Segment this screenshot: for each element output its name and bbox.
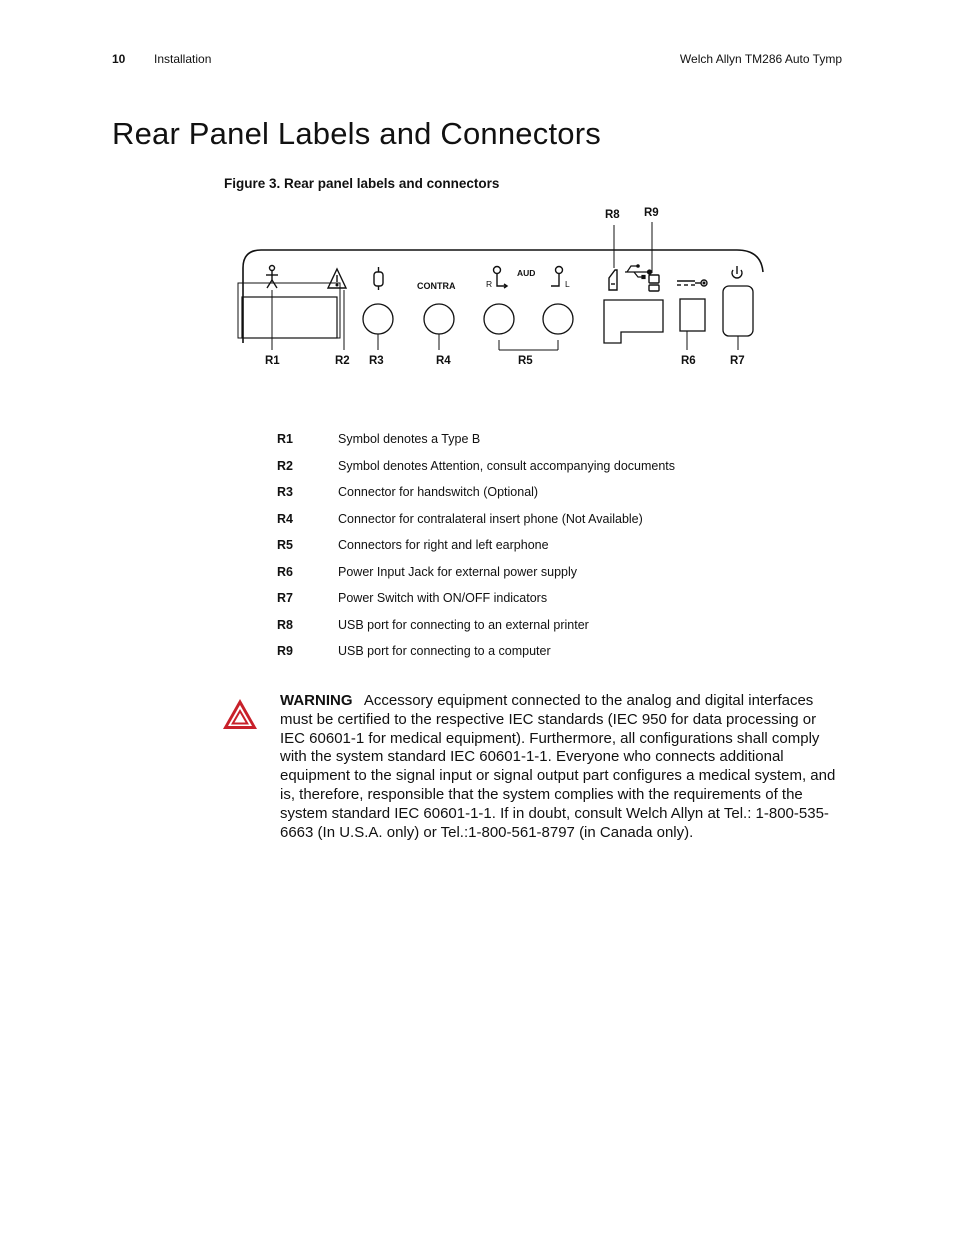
page-header bbox=[112, 52, 842, 70]
callout-r8: R8 bbox=[605, 209, 620, 221]
legend-row bbox=[277, 512, 837, 539]
power-switch bbox=[723, 286, 753, 336]
legend-row bbox=[277, 538, 837, 565]
legend-description: Connectors for right and left earphone bbox=[338, 538, 549, 552]
legend-row bbox=[277, 618, 837, 645]
left-panel-label: L bbox=[565, 279, 570, 289]
legend-description: Symbol denotes Attention, consult accompanying documents bbox=[338, 458, 676, 473]
legend-description: Connector for contralateral insert phone (Not Available) bbox=[338, 511, 643, 526]
legend-row bbox=[277, 644, 837, 671]
legend-code: R6 bbox=[277, 564, 293, 579]
type-b-person-icon bbox=[266, 266, 278, 289]
legend-row bbox=[277, 565, 837, 592]
aud-panel-label: AUD bbox=[517, 268, 536, 278]
attention-triangle-icon bbox=[328, 269, 346, 288]
legend-code: R2 bbox=[277, 458, 293, 473]
document-title: Welch Allyn TM286 Auto Tymp bbox=[679, 52, 842, 66]
legend-description: Symbol denotes a Type B bbox=[338, 432, 481, 446]
left-earphone-icon bbox=[551, 267, 563, 287]
legend-code: R3 bbox=[277, 485, 293, 499]
legend-row bbox=[277, 591, 837, 618]
connector-legend bbox=[277, 432, 837, 671]
power-symbol-icon bbox=[732, 266, 742, 278]
left-earphone-connector bbox=[543, 304, 573, 334]
contra-connector bbox=[424, 304, 454, 334]
right-panel-label: R bbox=[486, 279, 493, 289]
right-earphone-connector bbox=[484, 304, 514, 334]
callout-r6: R6 bbox=[681, 355, 696, 367]
legend-code: R8 bbox=[277, 617, 293, 632]
legend-code: R5 bbox=[277, 538, 293, 552]
callout-r5: R5 bbox=[518, 355, 533, 367]
handswitch-connector bbox=[363, 304, 393, 334]
legend-code: R1 bbox=[277, 432, 293, 446]
legend-row bbox=[277, 459, 837, 486]
legend-description: USB port for connecting to a computer bbox=[338, 644, 551, 658]
label-window bbox=[242, 297, 337, 338]
label-area bbox=[238, 283, 340, 338]
page-number: 10 bbox=[112, 52, 126, 66]
callout-r2: R2 bbox=[335, 355, 350, 367]
legend-description: USB port for connecting to an external printer bbox=[338, 617, 589, 632]
legend-description: Connector for handswitch (Optional) bbox=[338, 485, 539, 499]
dc-power-icon bbox=[677, 280, 707, 286]
legend-description: Power Switch with ON/OFF indicators bbox=[338, 591, 548, 605]
warning-notice bbox=[280, 692, 842, 842]
callout-r1: R1 bbox=[265, 355, 280, 367]
section-name: Installation bbox=[154, 52, 212, 66]
printer-icon bbox=[609, 270, 617, 290]
legend-code: R4 bbox=[277, 511, 293, 526]
legend-row bbox=[277, 432, 837, 459]
legend-code: R7 bbox=[277, 591, 293, 605]
legend-row bbox=[277, 485, 837, 512]
legend-description: Power Input Jack for external power supply bbox=[338, 564, 578, 579]
warning-text: Accessory equipment connected to the analog and digital interfaces must be certified to the respective IEC standards (IEC 950 for data processing or IEC 60601-1 for medical equipment). Furthermore, all configurations shall comply with the system standard IEC 60601-1-1. Everyone who connects additional equipment to the signal input or signal output part configures a medical system, and is, therefore, responsible that the system complies with the requirements of the system standard IEC 60601-1-1. If in doubt, consult Welch Allyn at Tel.: 1-800-535-6663 (In U.S.A. only) or Tel.:1-800-561-8797 (in Canada only). bbox=[280, 692, 836, 841]
warning-triangle-icon bbox=[222, 698, 258, 730]
callout-r3: R3 bbox=[369, 355, 384, 367]
right-earphone-icon bbox=[494, 267, 508, 289]
callout-r7: R7 bbox=[730, 355, 745, 367]
callout-r4: R4 bbox=[436, 355, 451, 367]
power-input-jack bbox=[680, 299, 705, 331]
figure-caption: Figure 3. Rear panel labels and connectors bbox=[224, 176, 500, 191]
usb-port bbox=[604, 300, 663, 343]
rear-panel-figure bbox=[225, 200, 770, 375]
page-title: Rear Panel Labels and Connectors bbox=[112, 116, 601, 151]
callout-r9: R9 bbox=[644, 207, 659, 219]
computer-icon bbox=[649, 275, 659, 291]
handswitch-icon bbox=[374, 267, 383, 290]
usb-icon bbox=[625, 265, 652, 279]
warning-label: WARNING bbox=[280, 692, 353, 709]
contra-panel-label: CONTRA bbox=[417, 281, 456, 291]
legend-code: R9 bbox=[277, 644, 293, 658]
